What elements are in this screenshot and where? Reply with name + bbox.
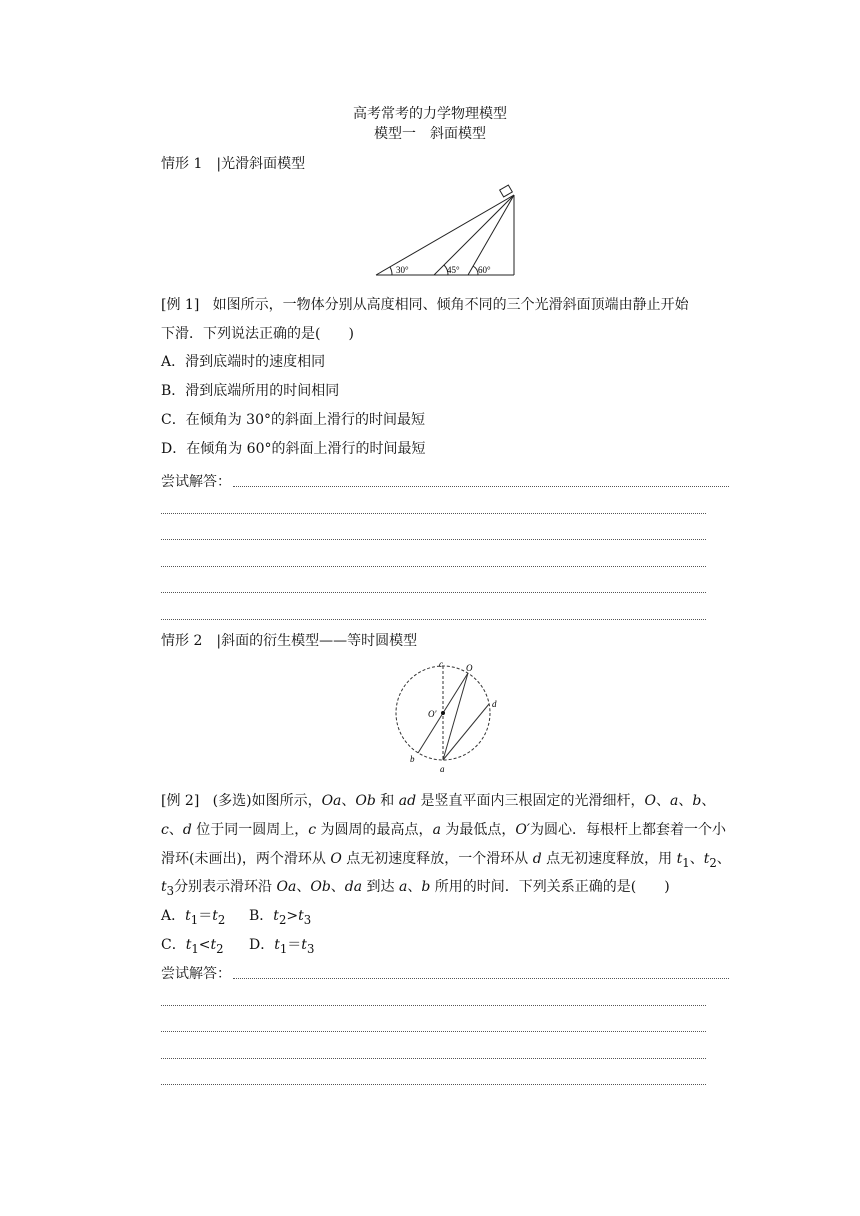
angle-label-60: 60° [478,265,491,275]
incline-45 [434,195,514,275]
t: t [185,937,192,953]
t: c [308,822,317,838]
t: d [182,822,192,838]
t: 为圆心．每根杆上都套着一个小 [530,822,727,838]
t: 为最低点， [440,822,516,838]
label-c: c [439,659,443,669]
center-point [441,711,445,715]
example1-answer-label: 尝试解答： [161,474,231,490]
t: 2 [709,855,717,870]
t: 1 [682,855,690,870]
answer1-line-2[interactable] [161,513,706,514]
t: ad [398,793,417,809]
t: 1 [190,912,199,927]
t: t [703,851,710,867]
incline-30 [376,195,514,275]
t: 、 [296,879,311,895]
answer1-line-1[interactable] [233,486,729,487]
t: A． [161,908,186,924]
t: t [298,908,304,924]
answer2-line-2[interactable] [161,1005,706,1006]
t: 2 [216,941,224,956]
example2-line4 [161,877,670,901]
t: D． [249,937,275,953]
t: 到达 [362,879,400,895]
t: 为圆周的最高点， [316,822,433,838]
t: 所用的时间．下列关系正确的是( ) [430,879,670,895]
t: t [676,851,683,867]
t: 、 [656,793,671,809]
t: 和 [375,793,399,809]
t: 3 [303,912,312,927]
example2-option-a [161,906,225,930]
answer1-line-6[interactable] [161,619,706,620]
answer2-line-3[interactable] [161,1031,706,1032]
answer1-line-4[interactable] [161,566,706,567]
answer2-line-5[interactable] [161,1084,706,1085]
answer2-line-4[interactable] [161,1058,706,1059]
doc-subtitle: 模型一 斜面模型 [374,126,486,142]
t: 、 [716,851,731,867]
t: 2 [278,912,287,927]
t: a [670,793,679,809]
example1-option-a: A．滑到底端时的速度相同 [161,354,326,370]
t: 是竖直平面内三根固定的光滑细杆， [416,793,645,809]
t: < [198,937,211,953]
label-center: O′ [428,709,437,719]
t: Oa [276,879,297,895]
section1-heading: 情形 1 |光滑斜面模型 [161,156,306,172]
t: b [421,879,431,895]
angle-label-45: 45° [447,265,460,275]
example1-option-c: C．在倾角为 30°的斜面上滑行的时间最短 [161,412,425,428]
section2-heading: 情形 2 |斜面的衍生模型——等时圆模型 [161,633,418,649]
t: 、 [678,793,693,809]
example1-line2: 下滑．下列说法正确的是( ) [161,326,354,342]
t: 、 [689,851,704,867]
angle-arc-30 [390,267,392,275]
t: 点无初速度释放，用 [541,851,677,867]
t: B． [249,908,274,924]
label-o: O [466,663,473,673]
t: C． [161,937,186,953]
t: 、 [701,793,716,809]
t: 、 [407,879,422,895]
t: ＝ [198,908,213,924]
t: 1 [279,941,288,956]
answer2-line-1[interactable] [233,978,729,979]
isochronous-circle-figure [390,658,505,780]
t: 位于同一圆周上， [191,822,309,838]
rod-oa [443,673,468,760]
t: 、 [330,879,345,895]
t: 、 [168,822,183,838]
incline-figure [370,184,520,280]
t: Ob [355,793,376,809]
t: (多选)如图所示， [212,793,322,809]
t: t [210,937,217,953]
example2-line1 [161,791,715,811]
example1-option-b: B．滑到底端所用的时间相同 [161,383,340,399]
incline-60 [468,195,514,275]
example2-label: [例 2] [161,793,200,809]
t: a [432,822,441,838]
t: O [644,793,657,809]
t: 3 [166,883,175,898]
t: da [344,879,363,895]
t: 、 [341,793,356,809]
doc-title: 高考常考的力学物理模型 [353,106,507,122]
example2-option-d [249,935,314,959]
t: Oa [321,793,342,809]
t: c [161,822,169,838]
example1-label: [例 1] [161,297,200,313]
example1-text1: 如图所示，一物体分别从高度相同、倾角不同的三个光滑斜面顶端由静止开始 [212,297,689,313]
t: t [273,908,279,924]
t: > [286,908,299,924]
t: t [212,908,218,924]
label-d: d [492,699,497,709]
t: 2 [217,912,226,927]
block [500,185,513,197]
t: t [185,908,191,924]
t: 滑环(未画出)，两个滑环从 [161,851,331,867]
t: t [301,937,307,953]
example2-option-b [249,906,311,930]
answer1-line-3[interactable] [161,539,706,540]
t: d [532,851,542,867]
t: t [274,937,280,953]
example1-option-d: D．在倾角为 60°的斜面上滑行的时间最短 [161,441,426,457]
label-a: a [440,764,445,774]
t: O′ [515,822,531,838]
example2-line2 [161,820,726,840]
example2-option-c [161,935,224,959]
t: O [330,851,342,867]
angle-label-30: 30° [396,265,409,275]
t: 分别表示滑环沿 [174,879,277,895]
example2-line3 [161,849,731,873]
t: ＝ [287,937,302,953]
t: a [399,879,408,895]
answer1-line-5[interactable] [161,592,706,593]
t: 1 [191,941,199,956]
example2-answer-label: 尝试解答： [161,966,231,982]
rod-da [443,704,489,760]
t: 3 [306,941,315,956]
t: b [692,793,702,809]
example1-line1 [161,295,689,315]
label-b: b [410,754,415,764]
t: 点无初速度释放，一个滑环从 [341,851,533,867]
t: t [161,879,167,895]
t: Ob [310,879,331,895]
